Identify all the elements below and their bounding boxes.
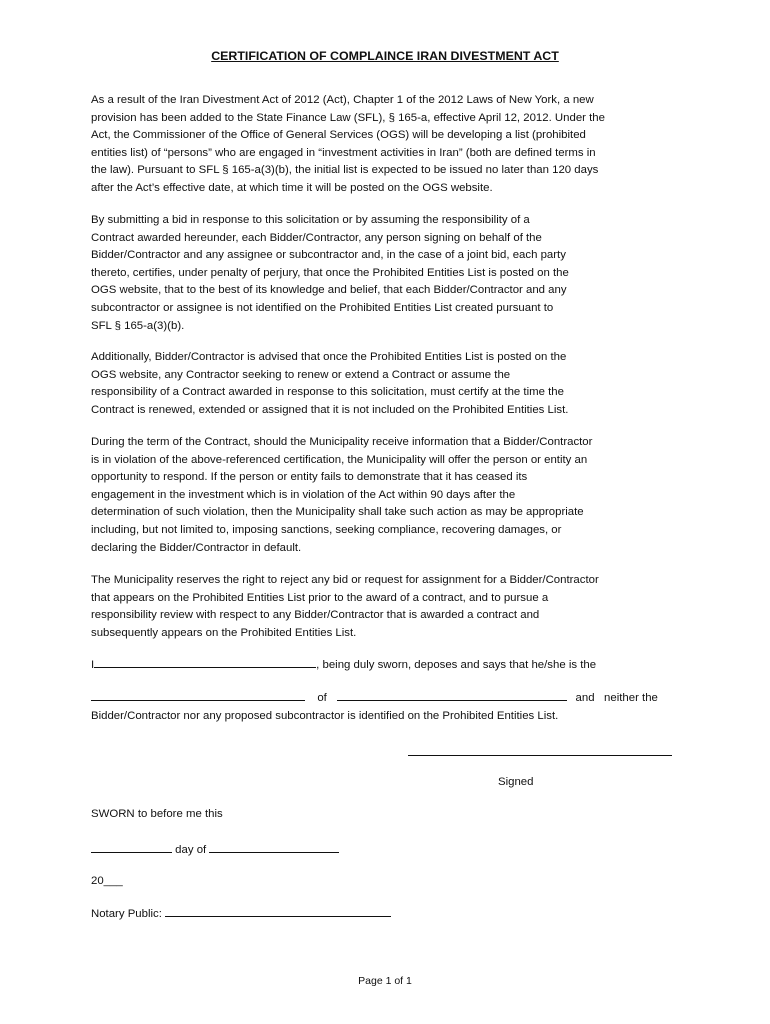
month-blank-field[interactable]	[209, 840, 339, 853]
notary-line	[91, 904, 391, 924]
text-line: the law). Pursuant to SFL § 165-a(3)(b), the initial list is expected to be issued no later than 120 days	[91, 164, 599, 177]
text-line: opportunity to respond. If the person or entity fails to demonstrate that it has ceased its	[91, 471, 528, 484]
oath-line-2	[91, 688, 658, 708]
paragraph-renewal	[91, 349, 568, 419]
page-title: CERTIFICATION OF COMPLAINCE IRAN DIVESTMENT ACT	[211, 49, 559, 63]
text-line: Act, the Commissioner of the Office of General Services (OGS) will be developing a list (prohibited	[91, 129, 586, 142]
text-line: By submitting a bid in response to this solicitation or by assuming the responsibility of a	[91, 214, 530, 226]
text-line: engagement in the investment which is in violation of the Act within 90 days after the	[91, 488, 516, 501]
text-line: The Municipality reserves the right to reject any bid or request for assignment for a Bidder/Contractor	[91, 574, 599, 586]
text-line: Additionally, Bidder/Contractor is advised that once the Prohibited Entities List is posted on the	[91, 351, 567, 363]
notary-blank-field[interactable]	[165, 904, 391, 917]
oath-prefix: I	[91, 659, 95, 671]
signature-label: Signed	[498, 776, 534, 788]
text-line: Contract awarded hereunder, each Bidder/Contractor, any person signing on behalf of the	[91, 231, 542, 244]
paragraph-reserves-right	[91, 572, 599, 642]
paragraph-violation	[91, 434, 592, 557]
text-line: Bidder/Contractor and any assignee or subcontractor and, in the case of a joint bid, each party	[91, 249, 566, 262]
text-line: During the term of the Contract, should the Municipality receive information that a Bidder/Contractor	[91, 436, 593, 448]
notary-label: Notary Public:	[91, 908, 162, 920]
day-blank-field[interactable]	[91, 840, 172, 853]
text-line: declaring the Bidder/Contractor in default.	[91, 541, 302, 554]
oath-and-text: and neither the	[575, 692, 658, 704]
text-line: OGS website, that to the best of its knowledge and belief, that each Bidder/Contractor and any	[91, 284, 567, 297]
text-line: determination of such violation, then the Municipality shall take such action as may be appropriate	[91, 506, 584, 519]
text-line: subcontractor or assignee is not identified on the Prohibited Entities List created pursuant to	[91, 301, 554, 314]
sworn-label: SWORN to before me this	[91, 808, 223, 820]
title-blank-field[interactable]	[91, 688, 305, 701]
text-line: As a result of the Iran Divestment Act of 2012 (Act), Chapter 1 of the 2012 Laws of New York, a new	[91, 94, 594, 106]
paragraph-act-intro	[91, 92, 605, 198]
text-line: provision has been added to the State Finance Law (SFL), § 165-a, effective April 12, 2012. Under the	[91, 111, 605, 124]
year-line[interactable]: 20___	[91, 875, 123, 887]
signature-line[interactable]	[408, 755, 672, 756]
text-line: including, but not limited to, imposing sanctions, seeking compliance, recovering damages, or	[91, 523, 562, 536]
text-line: that appears on the Prohibited Entities List prior to the award of a contract, and to pursue a	[91, 591, 549, 604]
page-footer: Page 1 of 1	[358, 975, 412, 987]
text-line: after the Act’s effective date, at which time it will be posted on the OGS website.	[91, 181, 493, 194]
oath-of-text: of	[317, 692, 327, 704]
oath-line-1	[91, 655, 596, 675]
text-line: OGS website, any Contractor seeking to renew or extend a Contract or assume the	[91, 368, 511, 381]
text-line: Contract is renewed, extended or assigned that it is not included on the Prohibited Entities List.	[91, 403, 569, 416]
paragraph-bid-certification	[91, 212, 569, 335]
text-line: entities list) of “persons” who are engaged in “investment activities in Iran” (both are defined terms in	[91, 146, 596, 159]
text-line: subsequently appears on the Prohibited Entities List.	[91, 626, 357, 639]
name-blank-field[interactable]	[94, 655, 316, 668]
oath-closing-line: Bidder/Contractor nor any proposed subcontractor is identified on the Prohibited Entities List.	[91, 710, 559, 722]
oath-sworn-text: , being duly sworn, deposes and says that he/she is the	[316, 659, 597, 671]
company-blank-field[interactable]	[337, 688, 567, 701]
day-of-label: day of	[175, 844, 207, 856]
text-line: SFL § 165-a(3)(b).	[91, 319, 185, 332]
text-line: responsibility of a Contract awarded in response to this solicitation, must certify at the time the	[91, 386, 564, 399]
text-line: thereto, certifies, under penalty of perjury, that once the Prohibited Entities List is posted on the	[91, 266, 569, 279]
text-line: is in violation of the above-referenced certification, the Municipality will offer the person or entity an	[91, 453, 588, 466]
day-of-line	[91, 840, 339, 860]
text-line: responsibility review with respect to any Bidder/Contractor that is awarded a contract and	[91, 609, 540, 622]
